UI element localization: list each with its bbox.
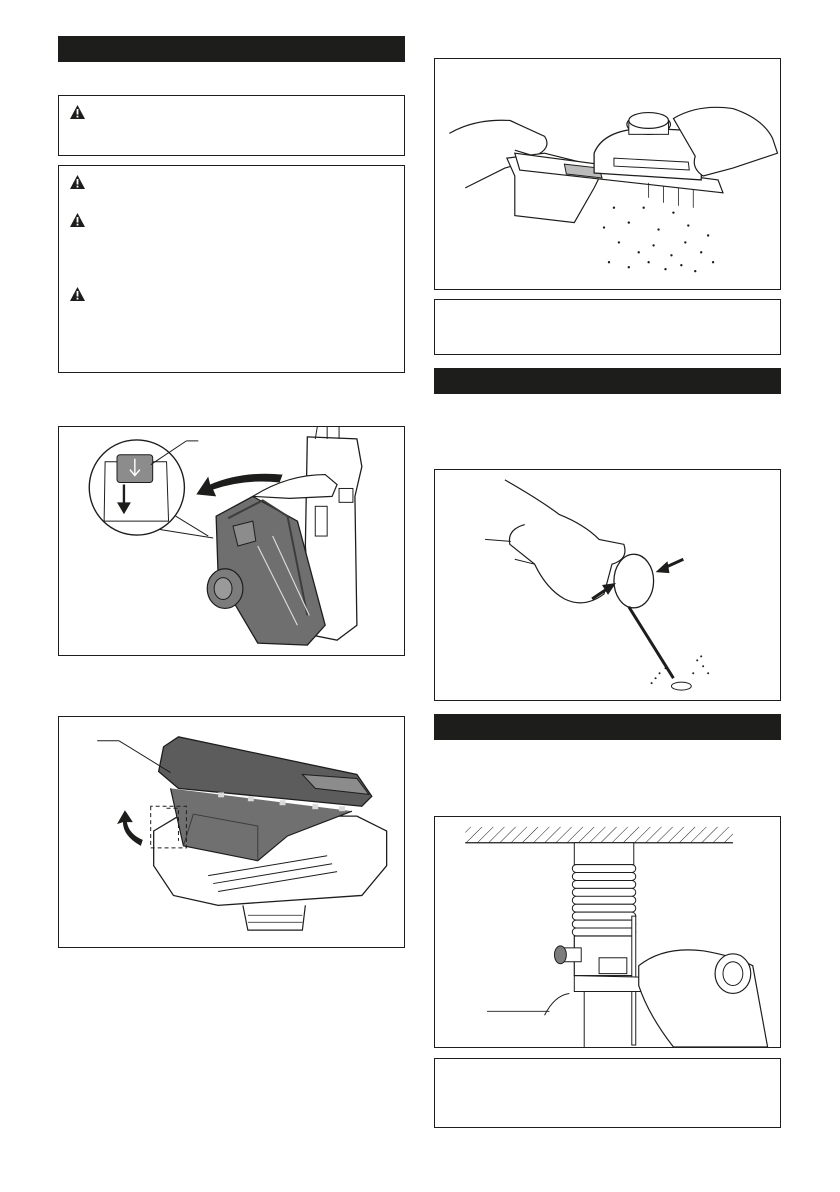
dust-particles bbox=[603, 207, 714, 273]
figure-dust-case-cleaning bbox=[434, 58, 781, 290]
figure-dust-case-removal bbox=[58, 426, 405, 656]
ceiling-drilling-bellows-illustration bbox=[435, 817, 780, 1047]
warning-triangle-icon bbox=[69, 174, 86, 190]
warning-triangle-icon bbox=[69, 286, 86, 302]
note-box-1 bbox=[434, 299, 781, 355]
figure-ceiling-drilling bbox=[434, 816, 781, 1048]
section-header-bar-left bbox=[58, 36, 405, 62]
warning-triangle-icon bbox=[69, 212, 86, 228]
blow-out-bulb-illustration bbox=[435, 470, 780, 700]
warning-box-2 bbox=[58, 165, 405, 373]
warning-triangle-icon bbox=[69, 104, 86, 120]
hands-tapping-dust-case-illustration bbox=[435, 59, 780, 289]
warning-box-1 bbox=[58, 95, 405, 156]
dust-case-filter-illustration bbox=[59, 717, 404, 947]
figure-blow-out-bulb bbox=[434, 469, 781, 701]
section-header-bar-right-1 bbox=[434, 368, 781, 394]
section-header-bar-right-2 bbox=[434, 714, 781, 740]
drill-dust-case-illustration bbox=[59, 427, 404, 655]
figure-filter-removal bbox=[58, 716, 405, 948]
note-box-2 bbox=[434, 1058, 781, 1128]
